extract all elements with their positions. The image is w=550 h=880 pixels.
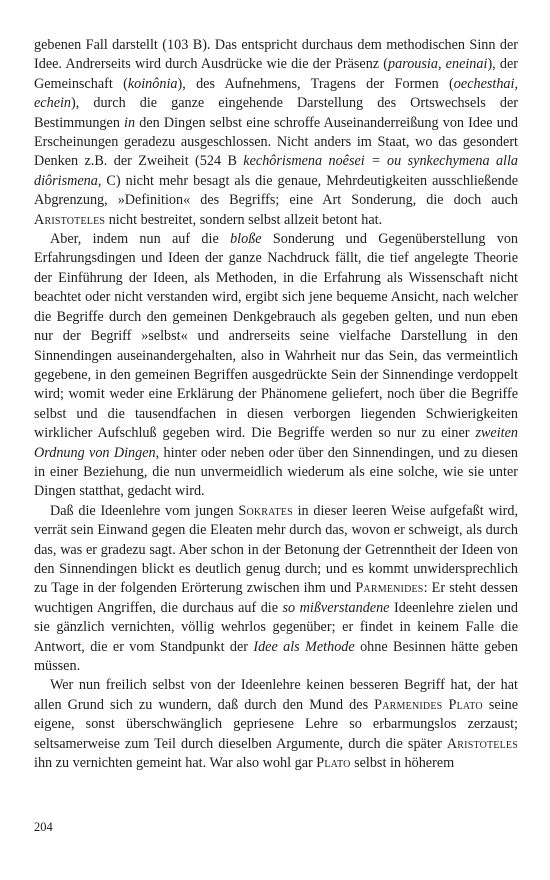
small-caps-name: Plato [448,696,483,713]
text-run: selbst in höherem [350,755,455,772]
text-run: Ideenlehre zielen und sie gänzlich vernichten, völlig wehrlos gegenüber; er findet in keinem Falle die Antwort, die er vom Standpunkt der [34,599,518,655]
italic-term: kechôrismena noêsei = ou synkechymena alla diôrismena [34,153,519,189]
text-run: in dieser leeren Weise aufgefaßt wird, verrät sein Einwand gegen die Eleaten mehr durch das, wovon er schweigt, als durch das, was er gradezu sagt. Aber schon in der Betonung der Getrenntheit der Ideen von den Sinnendingen blickt es deutlich genug durch; und es kommt unwidersprechlich zu Tage in der folgenden Erörterung zwischen ihm und [34,502,519,597]
italic-term: Idee als Methode [253,638,355,655]
paragraph-3 [34,502,518,677]
text-run: den Dingen selbst eine schroffe Auseinanderreißung von Idee und Erscheinungen geradezu ausgeschlossen. Nicht anders im Staat, wo das gesondert Denken z.B. der Zweiheit (524 B [34,114,518,170]
text-run: nicht bestreitet, sondern selbst allzeit betont hat. [105,211,383,228]
small-caps-name: Parmenides [355,580,424,597]
text-run: Wer nun freilich selbst von der Ideenlehre keinen besseren Begriff hat, der hat allen Grund sich zu wundern, daß durch den Mund des [34,677,518,713]
paragraph-1 [34,36,518,230]
italic-term: in [124,114,136,131]
italic-term: parousia, eneinai [388,56,488,73]
small-caps-name: Sokrates [238,502,293,519]
text-run: : Er steht dessen wuchtigen Angriffen, die durchaus auf die [34,580,518,616]
italic-term: so mißverstandene [282,599,390,616]
text-run: seine eigene, sonst überschwänglich gepriesene Lehre so erbarmungslos zerzaust; seltsamerweise zum Teil durch dieselben Argumente, durch die später [34,696,518,752]
text-run: , hinter oder neben oder über den Sinnendingen, und zu diesen in einer Beziehung, die nun unvermeidlich wiederum als eine solche, wie sie unter Dingen statthat, gedacht wird. [34,444,518,500]
page-body [34,36,518,773]
italic-term: koinônia [127,75,178,92]
text-run: Aber, indem nun auf die [50,231,231,248]
small-caps-name: Aristoteles [446,735,518,752]
small-caps-name: Aristoteles [34,211,106,228]
paragraph-2 [34,230,518,502]
text-run: Sonderung und Gegenüberstellung von Erfahrungsdingen und Ideen der ganze Nachdruck fällt, die tief angelegte Theorie der Einführung der Ideen, als Methoden, in die Erfahrung als Wissenschaft nicht beachtet oder nicht verstanden wird, ergibt sich jene bequeme Ansicht, nach welcher die Begriffe durch den gemeinen Denkgebrauch als gegeben gelten, und nun eben nur der Begriff »selbst« und andrerseits seine vielfache Darstellung in den Sinnendingen auseinandergehalten, also in Wahrheit nur das Sein, das vermeintlich gegebene, in den gemeinen Begriffen ausgedrückte Sein der Sinnendinge verdoppelt wird; womit weder eine Erklärung der Phänomene geliefert, noch über die Begriffe selbst und die tausendfachen in diesen verborgen liegenden Schwierigkeiten wirklicher Aufschluß gegeben wird. Die Begriffe werden so nur zu einer [34,231,519,442]
text-run: ohne Besinnen hätte geben müssen. [34,638,518,674]
italic-term: zweiten Ordnung von Dingen [34,425,518,461]
small-caps-name: Parmenides [374,696,443,713]
text-run: , C) nicht mehr besagt als die genaue, Mehrdeutigkeiten ausschließende Abgrenzung, »Definition« des Begriffs; eine Art Sonderung, die doch auch [34,172,518,209]
small-caps-name: Plato [316,755,351,772]
paragraph-4 [34,676,518,773]
page-number: 204 [34,820,53,834]
text-run: Daß die Ideenlehre vom jungen [50,502,239,519]
text-run: ihn zu vernichten gemeint hat. War also wohl gar [34,755,317,772]
text-run: ), der Gemeinschaft ( [34,56,519,92]
italic-term: oechesthai, echein [34,75,519,112]
text-run: gebenen Fall darstellt (103 B). Das entspricht durchaus dem methodischen Sinn der Idee. Andrerseits wird durch Ausdrücke wie die der Präsenz ( [34,37,518,73]
text-run: ), des Aufnehmens, Tragens der Formen ( [177,75,454,92]
italic-term: bloße [230,231,262,248]
text-run: ), durch die ganze eingehende Darstellung des Ortswechsels der Bestimmungen [34,95,518,131]
